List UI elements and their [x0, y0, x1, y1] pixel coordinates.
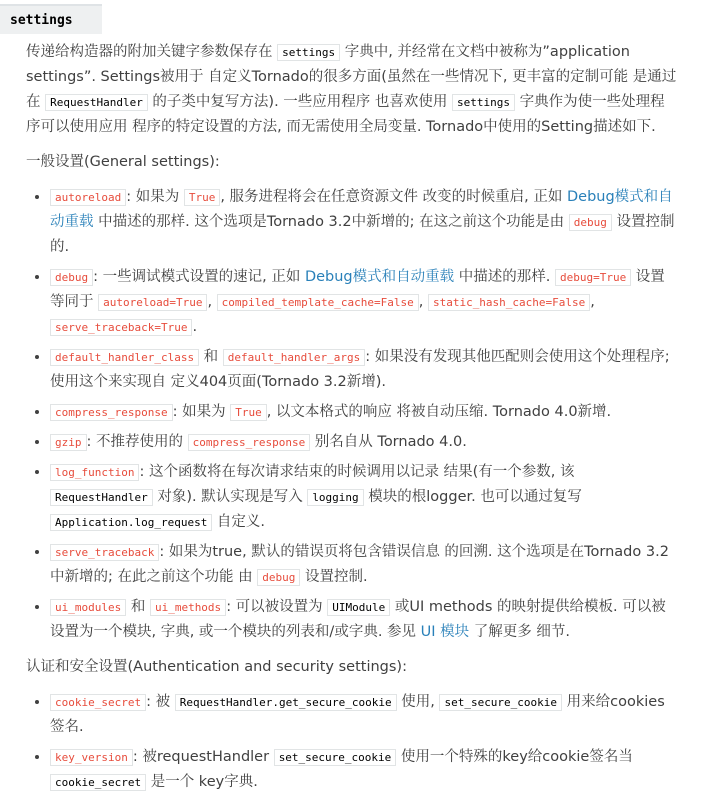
code-literal: set_secure_cookie — [274, 749, 397, 766]
code-literal: serve_traceback=True — [50, 319, 192, 336]
code-literal: autoreload — [50, 189, 126, 206]
text-run: 设置等同于 — [50, 269, 665, 310]
code-literal: RequestHandler.get_secure_cookie — [175, 694, 397, 711]
code-literal: Application.log_request — [50, 514, 212, 531]
text-run: . — [192, 319, 198, 335]
text-run: : 可以被设置为 — [226, 599, 328, 615]
text-run: : 如果为 — [172, 404, 231, 420]
code-literal: True — [230, 404, 267, 421]
text-run: 中描述的那样. — [454, 269, 555, 285]
text-run: , — [207, 294, 217, 310]
text-run: 设置控制的. — [50, 214, 675, 255]
text-run: : 如果为true, 默认的错误页将包含错误信息 的回溯. 这个选项是在Tornado 3.2中新增的; 在此之前这个功能 由 — [50, 544, 669, 585]
code-literal: cookie_secret — [50, 774, 146, 791]
general-setting-item — [50, 400, 678, 425]
text-run: : 被requestHandler — [132, 749, 274, 765]
code-literal: compress_response — [188, 434, 311, 451]
text-run: 和 — [126, 599, 150, 615]
auth-settings-title: 认证和安全设置(Authentication and security settings): — [26, 659, 407, 675]
text-run: , 服务进程将会在任意资源文件 改变的时候重启, 正如 — [220, 189, 567, 205]
code-literal: log_function — [50, 464, 139, 481]
general-setting-item — [50, 430, 678, 455]
code-literal: gzip — [50, 434, 87, 451]
code-literal: logging — [307, 489, 363, 506]
intro-paragraph — [26, 40, 678, 140]
doc-link[interactable]: Debug模式和自动重载 — [50, 189, 673, 230]
settings-description — [26, 40, 678, 805]
code-literal: RequestHandler — [50, 489, 153, 506]
text-run: : 被 — [146, 694, 175, 710]
general-setting-item — [50, 540, 678, 590]
text-run: 别名自从 Tornado 4.0. — [310, 434, 467, 450]
text-run: 是一个 key字典. — [146, 774, 258, 790]
code-literal: autoreload=True — [98, 294, 207, 311]
general-settings-list — [26, 185, 678, 645]
code-literal: debug — [569, 214, 612, 231]
code-literal: compiled_template_cache=False — [217, 294, 419, 311]
text-run: : 不推荐使用的 — [86, 434, 188, 450]
code-literal: debug — [257, 569, 300, 586]
general-setting-item — [50, 265, 678, 340]
code-literal: static_hash_cache=False — [428, 294, 590, 311]
general-settings-title: 一般设置(General settings): — [26, 154, 220, 170]
general-setting-item — [50, 345, 678, 395]
text-run: 自定义. — [212, 514, 266, 530]
text-run: 字典中, 并经常在文档中被称为”application settings”. Settings被用于 自定义Tornado的很多方面(虽然在一些情况下, 更丰富的定制可能 是通过在 — [26, 44, 677, 110]
code-literal: RequestHandler — [45, 94, 148, 111]
text-run: 传递给构造器的附加关键字参数保存在 — [26, 44, 278, 60]
general-setting-item — [50, 185, 678, 260]
code-literal: ui_methods — [150, 599, 226, 616]
text-run: : 一些调试模式设置的速记, 正如 — [93, 269, 305, 285]
text-run: 模块的根logger. 也可以通过复写 — [363, 489, 582, 505]
auth-setting-item — [50, 690, 678, 740]
doc-link[interactable]: Debug模式和自动重载 — [304, 269, 455, 285]
text-run: : 如果没有发现其他匹配则会使用这个处理程序; 使用这个来实现自 定义404页面(Tornado 3.2新增). — [50, 349, 670, 390]
general-setting-item — [50, 595, 678, 645]
text-run: : 如果为 — [126, 189, 184, 205]
auth-settings-list — [26, 690, 678, 795]
text-run: , — [418, 294, 428, 310]
doc-link[interactable]: UI 模块 — [420, 624, 470, 640]
text-run: 用来给cookies签名. — [50, 694, 665, 735]
code-literal: default_handler_class — [50, 349, 199, 366]
text-run: , — [590, 294, 595, 310]
code-literal: ui_modules — [50, 599, 126, 616]
text-run: : 这个函数将在每次请求结束的时候调用以记录 结果(有一个参数, 该 — [139, 464, 575, 480]
code-literal: set_secure_cookie — [439, 694, 562, 711]
code-literal: debug=True — [555, 269, 631, 286]
code-literal: cookie_secret — [50, 694, 146, 711]
text-run: 使用一个特殊的key给cookie签名当 — [396, 749, 633, 765]
code-literal: True — [184, 189, 221, 206]
text-run: 对象). 默认实现是写入 — [152, 489, 308, 505]
code-literal: debug — [50, 269, 93, 286]
code-literal: default_handler_args — [223, 349, 365, 366]
text-run: 和 — [199, 349, 223, 365]
text-run: , 以文本格式的响应 将被自动压缩. Tornado 4.0新增. — [266, 404, 612, 420]
settings-signature: settings — [0, 4, 102, 34]
text-run: 或UI methods 的映射提供给模板. 可以被设置为一个模块, 字典, 或一个模块的列表和/或字典. 参见 — [50, 599, 666, 640]
auth-setting-item — [50, 745, 678, 795]
code-literal: UIModule — [327, 599, 390, 616]
text-run: 字典作为使一些处理程序可以使用应用 程序的特定设置的方法, 而无需使用全局变量. Tornado中使用的Setting描述如下. — [26, 94, 665, 135]
text-run: 了解更多 细节. — [469, 624, 570, 640]
general-setting-item — [50, 460, 678, 535]
text-run: 使用, — [396, 694, 440, 710]
text-run: 中描述的那样. 这个选项是Tornado 3.2中新增的; 在这之前这个功能是由 — [93, 214, 569, 230]
code-literal: settings — [277, 44, 340, 61]
text-run: 设置控制. — [300, 569, 368, 585]
code-literal: settings — [452, 94, 515, 111]
code-literal: compress_response — [50, 404, 173, 421]
code-literal: key_version — [50, 749, 133, 766]
text-run: 的子类中复写方法). 一些应用程序 也喜欢使用 — [147, 94, 453, 110]
code-literal: serve_traceback — [50, 544, 159, 561]
